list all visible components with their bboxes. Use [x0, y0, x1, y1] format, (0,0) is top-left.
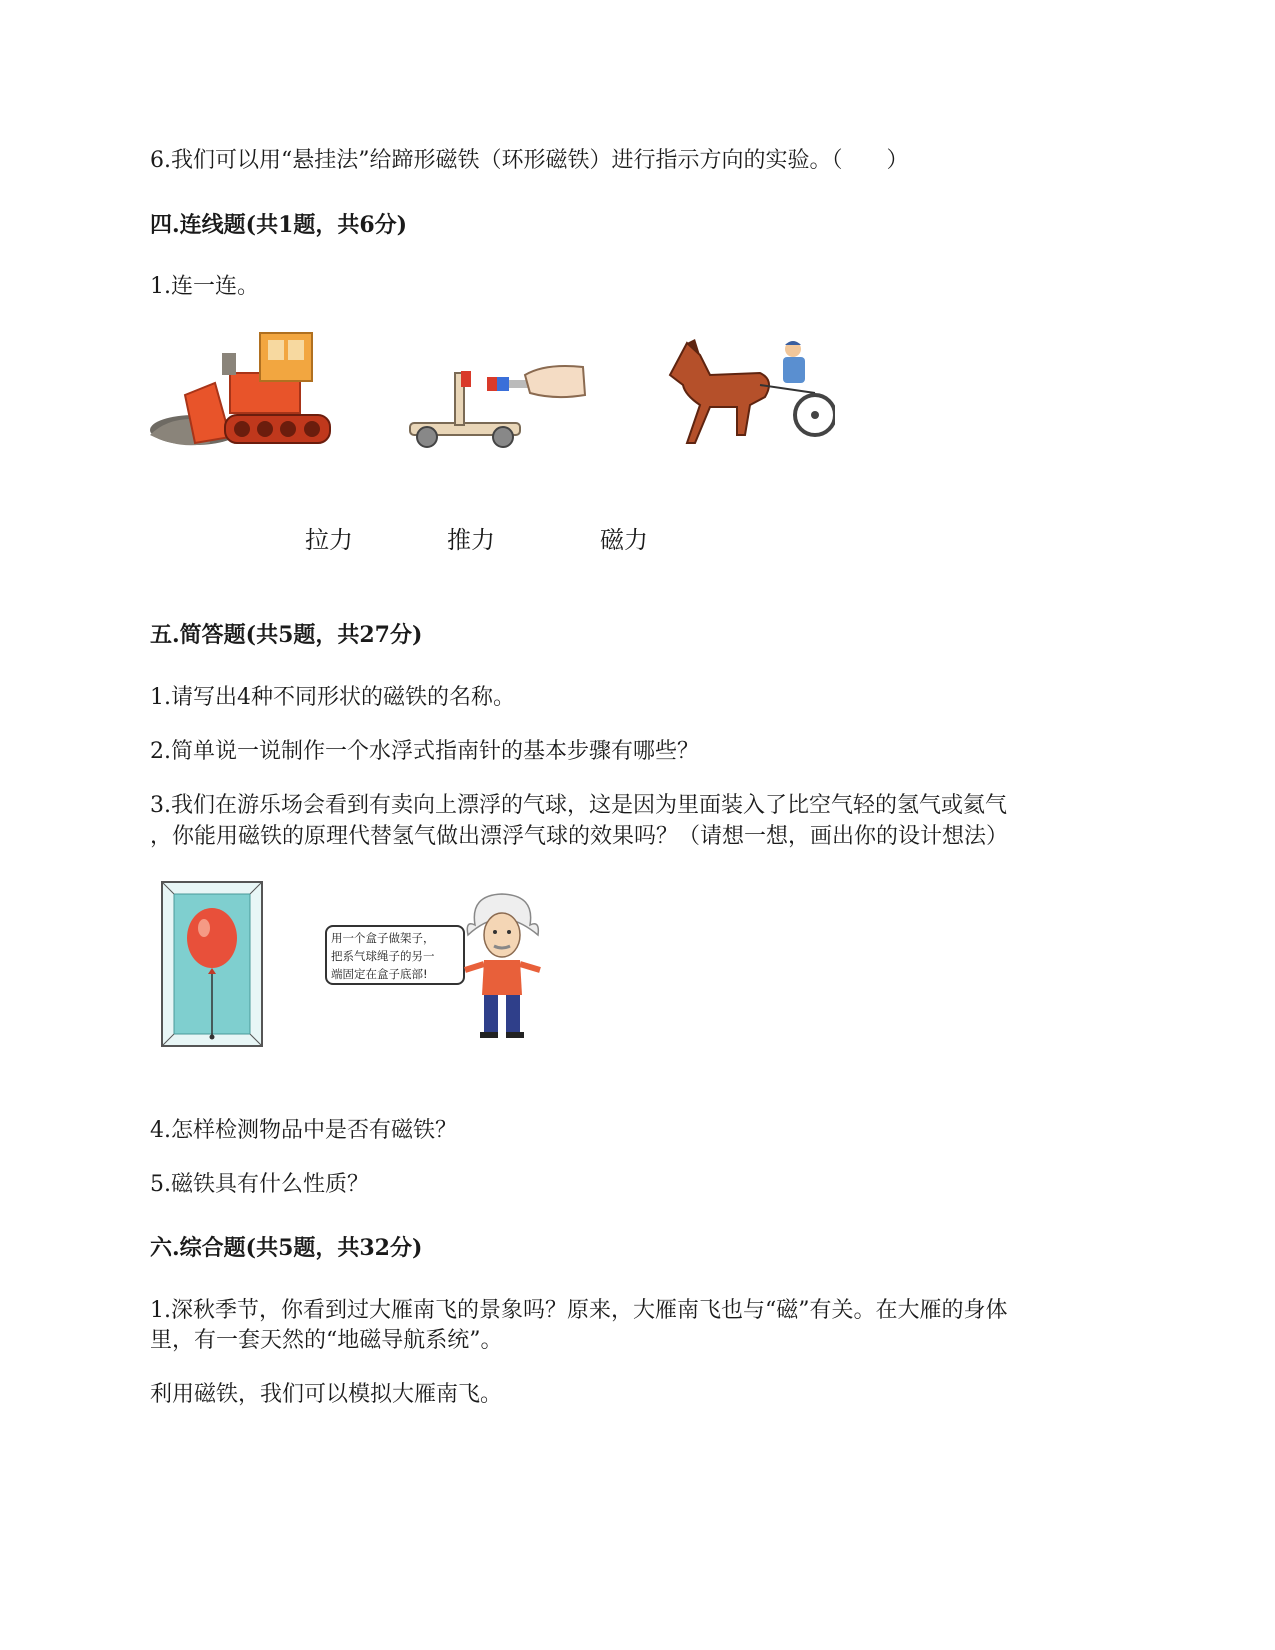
section-4-question-1: 1.连一连。: [150, 274, 259, 299]
horse-cart-picture: [665, 335, 835, 455]
section-6-question-1-line-2: 里，有一套天然的“地磁导航系统”。: [150, 1328, 503, 1353]
question-6-true-false: 6.我们可以用“悬挂法”给蹄形磁铁（环形磁铁）进行指示方向的实验。（ ）: [150, 148, 909, 173]
force-label-push: 推力: [447, 526, 495, 554]
speech-bubble-line-3: 端固定在盒子底部!: [331, 967, 428, 981]
section-5-heading: 五.简答题(共5题，共27分): [150, 622, 423, 648]
speech-bubble-line-1: 用一个盒子做架子，: [331, 931, 435, 945]
section-6-question-1-line-1: 1.深秋季节，你看到过大雁南飞的景象吗？原来，大雁南飞也与“磁”有关。在大雁的身体: [150, 1298, 1008, 1323]
speech-bubble: [325, 925, 465, 985]
magnet-car-picture: [405, 355, 590, 455]
balloon-in-box-picture: [160, 880, 265, 1048]
speech-bubble-line-2: 把系气球绳子的另一: [331, 949, 435, 963]
bulldozer-picture: [150, 325, 335, 455]
section-6-question-1-line-3: 利用磁铁，我们可以模拟大雁南飞。: [150, 1382, 503, 1407]
section-5-question-3-line-1: 3.我们在游乐场会看到有卖向上漂浮的气球，这是因为里面装入了比空气轻的氢气或氦气: [150, 793, 1007, 818]
force-label-magnetic: 磁力: [600, 526, 648, 554]
section-5-question-5: 5.磁铁具有什么性质？: [150, 1172, 369, 1197]
section-5-question-1: 1.请写出4种不同形状的磁铁的名称。: [150, 685, 515, 710]
section-5-question-2: 2.简单说一说制作一个水浮式指南针的基本步骤有哪些？: [150, 739, 699, 764]
section-5-question-3-line-2: ，你能用磁铁的原理代替氢气做出漂浮气球的效果吗？（请想一想，画出你的设计想法）: [150, 824, 1009, 849]
section-4-heading: 四.连线题(共1题，共6分): [150, 212, 408, 238]
force-label-pull: 拉力: [305, 526, 353, 554]
section-5-question-4: 4.怎样检测物品中是否有磁铁？: [150, 1118, 457, 1143]
scientist-cartoon: [460, 890, 545, 1040]
section-6-heading: 六.综合题(共5题，共32分): [150, 1235, 423, 1261]
